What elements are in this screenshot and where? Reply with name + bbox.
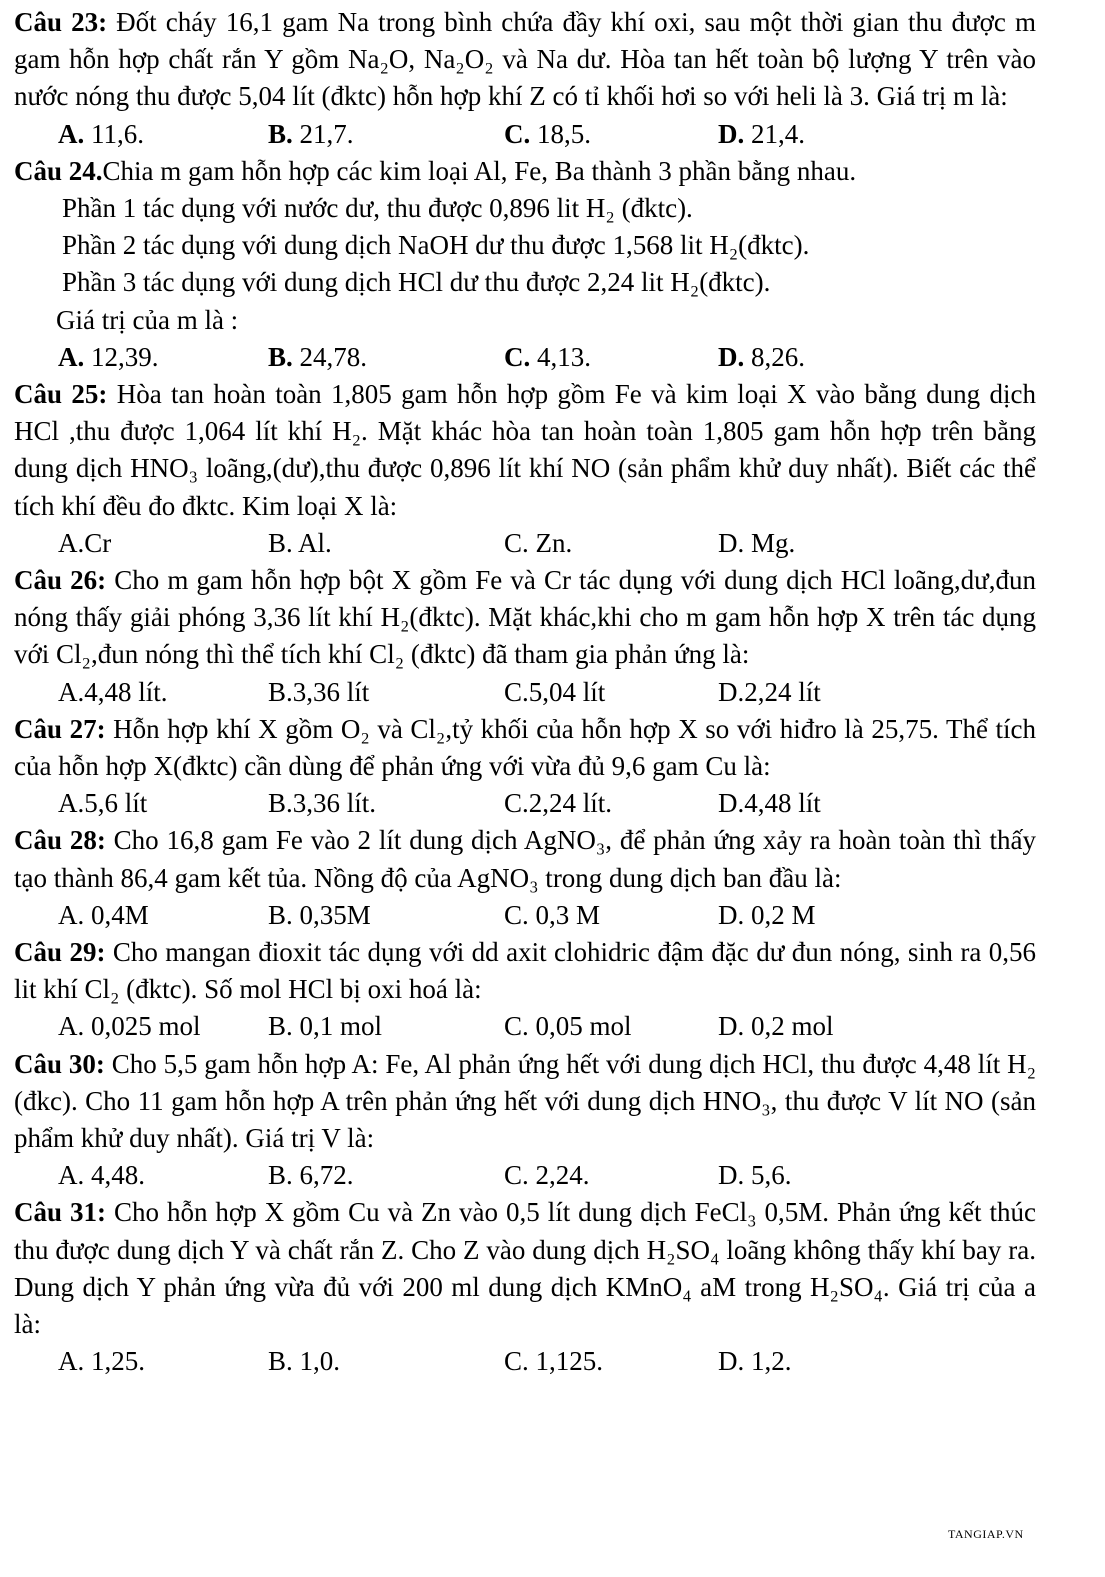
answer-options	[14, 1343, 1036, 1380]
question-body: Cho m gam hỗn hợp bột X gồm Fe và Cr tác dụng với dung dịch HCl loãng,dư,đun nóng thấy giải phóng 3,36 lít khí H₂(đktc). Mặt khác,khi cho m gam hỗn hợp X trên tác dụng với Cl₂,đun nóng thì thể tích khí Cl₂ (đktc) đã tham gia phản ứng là:	[14, 565, 1036, 670]
option-c[interactable]: C. 0,3 M	[504, 899, 601, 930]
option-b[interactable]: B. 6,72.	[268, 1160, 354, 1191]
question-text	[14, 376, 1036, 525]
question-body: Hỗn hợp khí X gồm O₂ và Cl₂,tỷ khối của hỗn hợp X so với hiđro là 25,75. Thể tích của hỗn hợp X(đktc) cần dùng để phản ứng với vừa đủ 9,6 gam Cu là:	[14, 713, 1036, 781]
question-text	[14, 711, 1036, 785]
option-b[interactable]: B. 0,35M	[268, 899, 371, 930]
option-b[interactable]: B. 0,1 mol	[268, 1011, 383, 1042]
question-label: Câu 25:	[14, 379, 108, 409]
question-label: Câu 29:	[14, 936, 106, 967]
question-part-1: Phần 1 tác dụng với nước dư, thu được 0,896 lit H₂ (đktc).	[62, 193, 693, 223]
question-text	[14, 4, 1036, 116]
question-body: Đốt cháy 16,1 gam Na trong bình chứa đầy khí oxi, sau một thời gian thu được m gam hỗn hợp chất rắn Y gồm Na₂O, Na₂O₂ và Na dư. Hòa tan hết toàn bộ lượng Y trên vào nước nóng thu được 5,04 lít (đktc) hỗn hợp khí Z có tỉ khối hơi so với heli là 3. Giá trị m là:	[14, 7, 1036, 112]
option-d[interactable]: D. 5,6.	[718, 1160, 792, 1191]
option-c[interactable]: C. 1,125.	[504, 1346, 604, 1377]
option-c[interactable]: C. 4,13.	[504, 341, 591, 372]
option-a[interactable]: A. 1,25.	[58, 1346, 145, 1377]
answer-options	[14, 525, 1036, 562]
option-a[interactable]: A.Cr	[58, 527, 112, 558]
option-d[interactable]: D.4,48 lít	[718, 788, 821, 819]
option-b[interactable]: B. 1,0.	[268, 1346, 341, 1377]
answer-options	[14, 897, 1036, 934]
answer-options	[14, 1008, 1036, 1045]
question-label: Câu 28:	[14, 825, 106, 856]
option-c[interactable]: C. 0,05 mol	[504, 1011, 632, 1042]
option-a[interactable]: A. 12,39.	[58, 341, 159, 372]
question-label: Câu 31:	[14, 1197, 106, 1228]
option-c[interactable]: C. 18,5.	[504, 118, 591, 149]
option-d[interactable]: D. 1,2.	[718, 1346, 792, 1377]
option-a[interactable]: A. 11,6.	[58, 118, 144, 149]
option-b[interactable]: B.3,36 lít.	[268, 788, 377, 819]
question-body: Cho hỗn hợp X gồm Cu và Zn vào 0,5 lít dung dịch FeCl₃ 0,5M. Phản ứng kết thúc thu được dung dịch Y và chất rắn Z. Cho Z vào dung dịch H₂SO₄ loãng không thấy khí bay ra. Dung dịch Y phản ứng vừa đủ với 200 ml dung dịch KMnO₄ aM trong H₂SO₄. Giá trị của a là:	[14, 1197, 1036, 1339]
question-text	[14, 1046, 1036, 1158]
question-label: Câu 26:	[14, 565, 107, 595]
question-text	[14, 562, 1036, 674]
question-27	[14, 711, 1036, 823]
option-c[interactable]: C.2,24 lít.	[504, 788, 613, 819]
option-d[interactable]: D. 0,2 mol	[718, 1011, 834, 1042]
option-c[interactable]: C.5,04 lít	[504, 676, 606, 707]
question-body: Cho 16,8 gam Fe vào 2 lít dung dịch AgNO₃, để phản ứng xảy ra hoàn toàn thì thấy tạo thành 86,4 gam kết tủa. Nồng độ của AgNO₃ trong dung dịch ban đầu là:	[14, 825, 1036, 893]
option-d[interactable]: D. 21,4.	[718, 118, 805, 149]
question-24	[14, 153, 1036, 376]
question-body: Hòa tan hoàn toàn 1,805 gam hỗn hợp gồm Fe và kim loại X vào bằng dung dịch HCl ,thu được 1,064 lít khí H₂. Mặt khác hòa tan hoàn toàn 1,805 gam hỗn hợp trên bằng dung dịch HNO₃ loãng,(dư),thu được 0,896 lít khí NO (sản phẩm khử duy nhất). Biết các thể tích khí đều đo đktc. Kim loại X là:	[14, 379, 1036, 521]
question-29	[14, 934, 1036, 1046]
option-a[interactable]: A. 0,4M	[58, 899, 149, 930]
question-text	[14, 934, 1036, 1008]
option-b[interactable]: B. Al.	[268, 527, 332, 558]
question-31	[14, 1194, 1036, 1380]
answer-options	[14, 674, 1036, 711]
option-a[interactable]: A. 4,48.	[58, 1160, 145, 1191]
option-a[interactable]: A.5,6 lít	[58, 788, 148, 819]
question-28	[14, 822, 1036, 934]
option-d[interactable]: D. 8,26.	[718, 341, 805, 372]
question-30	[14, 1046, 1036, 1195]
option-b[interactable]: B.3,36 lít	[268, 676, 370, 707]
option-b[interactable]: B. 24,78.	[268, 341, 368, 372]
option-b[interactable]: B. 21,7.	[268, 118, 354, 149]
question-text	[14, 153, 1036, 190]
question-26	[14, 562, 1036, 711]
question-label: Câu 24.	[14, 155, 103, 186]
question-part-3: Phần 3 tác dụng với dung dịch HCl dư thu được 2,24 lit H₂(đktc).	[62, 267, 771, 298]
question-label: Câu 30:	[14, 1048, 105, 1079]
question-body: Cho 5,5 gam hỗn hợp A: Fe, Al phản ứng hết với dung dịch HCl, thu được 4,48 lít H₂ (đkc). Cho 11 gam hỗn hợp A trên phản ứng hết với dung dịch HNO₃, thu được V lít NO (sản phẩm khử duy nhất). Giá trị V là:	[14, 1048, 1036, 1153]
question-text	[14, 1194, 1036, 1343]
question-body: Chia m gam hỗn hợp các kim loại Al, Fe, Ba thành 3 phần bằng nhau.	[102, 155, 857, 186]
option-a[interactable]: A.4,48 lít.	[58, 676, 168, 707]
option-d[interactable]: D. Mg.	[718, 527, 796, 558]
question-prompt: Giá trị của m là :	[56, 304, 239, 335]
question-text	[14, 822, 1036, 896]
watermark-text: TANGIAP.VN	[948, 1527, 1024, 1541]
question-25	[14, 376, 1036, 562]
option-c[interactable]: C. 2,24.	[504, 1160, 590, 1191]
question-body: Cho mangan đioxit tác dụng với dd axit clohidric đậm đặc dư đun nóng, sinh ra 0,56 lit khí Cl₂ (đktc). Số mol HCl bị oxi hoá là:	[14, 936, 1036, 1005]
option-d[interactable]: D. 0,2 M	[718, 899, 816, 930]
answer-options	[14, 116, 1036, 153]
answer-options	[14, 1157, 1036, 1194]
question-23	[14, 4, 1036, 153]
option-c[interactable]: C. Zn.	[504, 527, 573, 558]
question-part-2: Phần 2 tác dụng với dung dịch NaOH dư thu được 1,568 lit H₂(đktc).	[62, 230, 810, 261]
answer-options	[14, 785, 1036, 822]
question-label: Câu 23:	[14, 7, 108, 37]
option-a[interactable]: A. 0,025 mol	[58, 1011, 201, 1042]
exam-page	[14, 4, 1036, 1380]
option-d[interactable]: D.2,24 lít	[718, 676, 821, 707]
answer-options	[14, 339, 1036, 376]
question-label: Câu 27:	[14, 713, 106, 744]
